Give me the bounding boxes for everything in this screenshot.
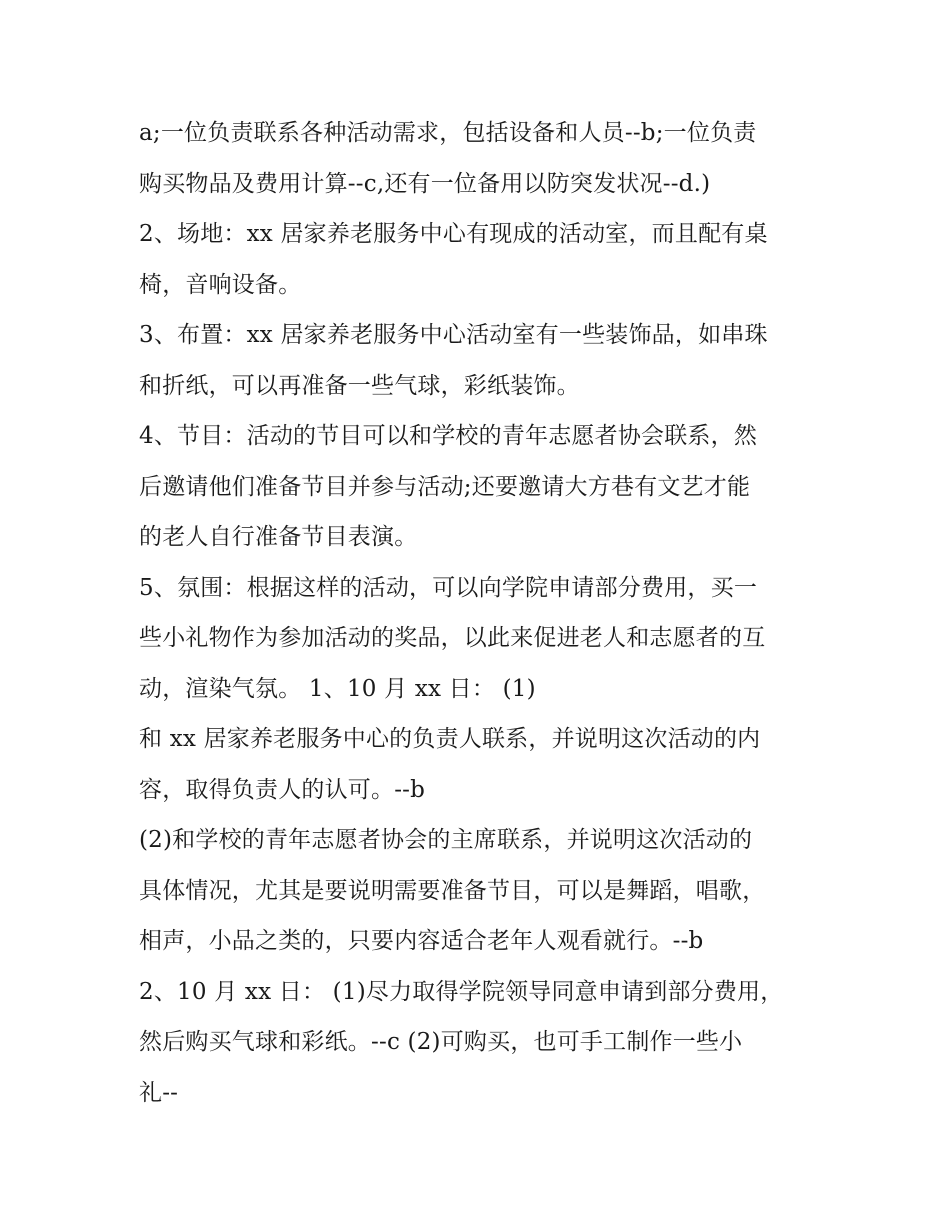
text-line: 些小礼物作为参加活动的奖品，以此来促进老人和志愿者的互 <box>139 625 766 651</box>
text-line: 礼-- <box>139 1079 179 1106</box>
text-line: 具体情况，尤其是要说明需要准备节目，可以是舞蹈，唱歌， <box>139 877 766 904</box>
text-line: 椅，音响设备。 <box>139 271 302 298</box>
text-line: 和 xx 居家养老服务中心的负责人联系，并说明这次活动的内 <box>139 726 761 752</box>
text-line: 的老人自行准备节目表演。 <box>139 524 418 550</box>
text-line: 后邀请他们准备节目并参与活动;还要邀请大方巷有文艺才能 <box>139 473 751 500</box>
text-line: 相声，小品之类的，只要内容适合老年人观看就行。--b <box>139 928 704 954</box>
text-line: 购买物品及费用计算--c,还有一位备用以防突发状况--d.) <box>139 170 711 197</box>
text-line: 和折纸，可以再准备一些气球，彩纸装饰。 <box>139 372 580 399</box>
text-line: 5、氛围：根据这样的活动，可以向学院申请部分费用，买一 <box>139 574 758 601</box>
text-line: 然后购买气球和彩纸。--c (2)可购买，也可手工制作一些小 <box>139 1029 743 1055</box>
document-body <box>139 108 819 1118</box>
text-line: (2)和学校的青年志愿者协会的主席联系，并说明这次活动的 <box>139 827 753 853</box>
text-line: 2、10 月 xx 日： (1)尽力取得学院领导同意申请到部分费用， <box>139 978 784 1005</box>
text-line: 容，取得负责人的认可。--b <box>139 776 426 803</box>
text-line: 3、布置：xx 居家养老服务中心活动室有一些装饰品，如串珠 <box>139 322 768 348</box>
text-line: 4、节目：活动的节目可以和学校的青年志愿者协会联系，然 <box>139 423 758 449</box>
text-line: 动，渲染气氛。 1、10 月 xx 日： (1) <box>139 675 536 702</box>
text-line: 2、场地：xx 居家养老服务中心有现成的活动室，而且配有桌 <box>139 221 768 247</box>
text-line: a;一位负责联系各种活动需求，包括设备和人员--b;一位负责 <box>139 120 757 146</box>
